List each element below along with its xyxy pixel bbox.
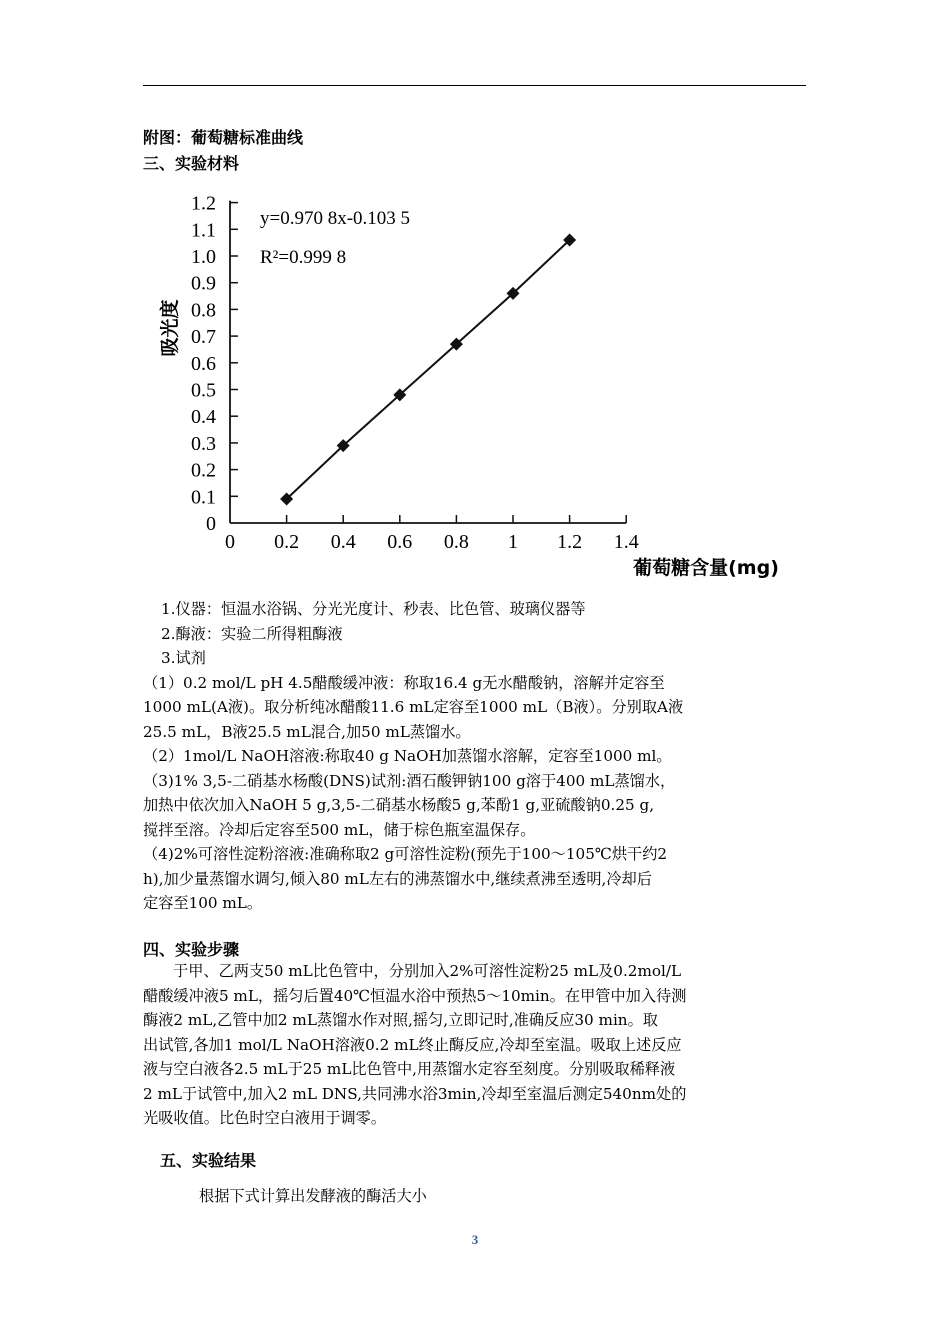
reagent3-line: 搅拌至溶。冷却后定容至500 mL，储于棕色瓶室温保存。	[143, 820, 536, 839]
y-tick-label: 0.7	[191, 326, 216, 349]
procedure-line: 2 mL于试管中,加入2 mL DNS,共同沸水浴3min,冷却至室温后测定540nm处的	[143, 1084, 687, 1103]
x-tick-label: 1.2	[557, 531, 583, 553]
procedure-line: 光吸收值。比色时空白液用于调零。	[143, 1109, 386, 1127]
procedure-block	[143, 959, 808, 1131]
y-tick-label: 0.2	[191, 459, 216, 482]
x-tick-label: 0	[225, 531, 235, 553]
section3-title: 三、实验材料	[143, 154, 240, 173]
trend-line	[287, 240, 570, 499]
x-axis-label: 葡萄糖含量(mg)	[633, 557, 779, 579]
reagent4-line: 定容至100 mL。	[143, 894, 263, 912]
y-tick-label: 0.4	[191, 406, 216, 429]
glucose-standard-curve-chart	[0, 0, 950, 600]
y-tick-label: 0.1	[191, 486, 216, 509]
r2-label: R²=0.999 8	[260, 247, 347, 268]
y-tick-label: 0.9	[191, 272, 216, 295]
y-tick-label: 0.6	[191, 352, 216, 375]
y-tick-label: 1.1	[191, 219, 216, 242]
materials-block	[143, 597, 808, 916]
result-text	[199, 1184, 864, 1209]
y-tick-label: 1.0	[191, 246, 216, 268]
reagent1-line: 1000 mL(A液)。取分析纯冰醋酸11.6 mL定容至1000 mL（B液）。分别取A液	[143, 698, 684, 716]
y-tick-label: 0.8	[191, 299, 216, 322]
reagent3-line: 加热中依次加入NaOH 5 g,3,5-二硝基水杨酸5 g,苯酚1 g,亚硫酸钠0.25 g,	[143, 796, 655, 814]
x-tick-label: 0.6	[387, 531, 413, 553]
reagent4-line: （4)2%可溶性淀粉溶液:准确称取2 g可溶性淀粉(预先于100～105℃烘干约2	[143, 845, 668, 863]
y-axis-label: 吸光度	[159, 299, 181, 357]
procedure-line: 于甲、乙两支50 mL比色管中，分别加入2%可溶性淀粉25 mL及0.2mol/L	[173, 962, 682, 980]
reagent4-line: h),加少量蒸馏水调匀,倾入80 mL左右的沸蒸馏水中,继续煮沸至透明,冷却后	[143, 869, 652, 888]
page-number: 3	[471, 1232, 479, 1247]
procedure-line: 酶液2 mL,乙管中加2 mL蒸馏水作对照,摇匀,立即记时,准确反应30 min。取	[143, 1011, 658, 1029]
reagent1-line: 25.5 mL，B液25.5 mL混合,加50 mL蒸馏水。	[143, 722, 471, 741]
y-tick-labels	[191, 193, 216, 535]
procedure-line: 液与空白液各2.5 mL于25 mL比色管中,用蒸馏水定容至刻度。分别吸取稀释液	[143, 1060, 676, 1078]
x-tick-label: 0.8	[443, 531, 469, 553]
section4-title: 四、实验步骤	[143, 940, 240, 959]
reagent2-line: （2）1mol/L NaOH溶液:称取40 g NaOH加蒸馏水溶解，定容至1000 ml。	[143, 747, 672, 765]
y-tick-label: 0.3	[191, 432, 216, 455]
reagent1-line: （1）0.2 mol/L pH 4.5醋酸缓冲液：称取16.4 g无水醋酸钠，溶解并定容至	[143, 673, 665, 692]
procedure-line: 出试管,各加1 mol/L NaOH溶液0.2 mL终止酶反应,冷却至室温。吸取上述反应	[143, 1035, 682, 1054]
enzyme-line: 2.酶液：实验二所得粗酶液	[161, 624, 343, 643]
x-tick-label: 0.2	[274, 531, 300, 553]
x-tick-labels	[225, 531, 639, 553]
result-line: 根据下式计算出发酵液的酶活大小	[199, 1187, 427, 1205]
x-tick-label: 1.4	[613, 531, 639, 553]
reagent3-line: （3)1% 3,5-二硝基水杨酸(DNS)试剂:酒石酸钾钠100 g溶于400 mL蒸馏水，	[143, 771, 676, 790]
procedure-line: 醋酸缓冲液5 mL，摇匀后置40℃恒温水浴中预热5～10min。在甲管中加入待测	[143, 986, 687, 1005]
reagents-title: 3.试剂	[161, 649, 206, 667]
appendix-title: 附图：葡萄糖标准曲线	[143, 128, 304, 147]
x-tick-label: 0.4	[330, 531, 356, 553]
equation-label: y=0.970 8x-0.103 5	[260, 208, 411, 229]
y-tick-label: 0.5	[191, 379, 216, 402]
section5-title: 五、实验结果	[160, 1151, 257, 1170]
y-tick-label: 0	[206, 513, 216, 535]
y-tick-label: 1.2	[191, 192, 216, 215]
x-tick-label: 1	[508, 531, 518, 553]
instruments-line: 1.仪器：恒温水浴锅、分光光度计、秒表、比色管、玻璃仪器等	[161, 600, 586, 618]
